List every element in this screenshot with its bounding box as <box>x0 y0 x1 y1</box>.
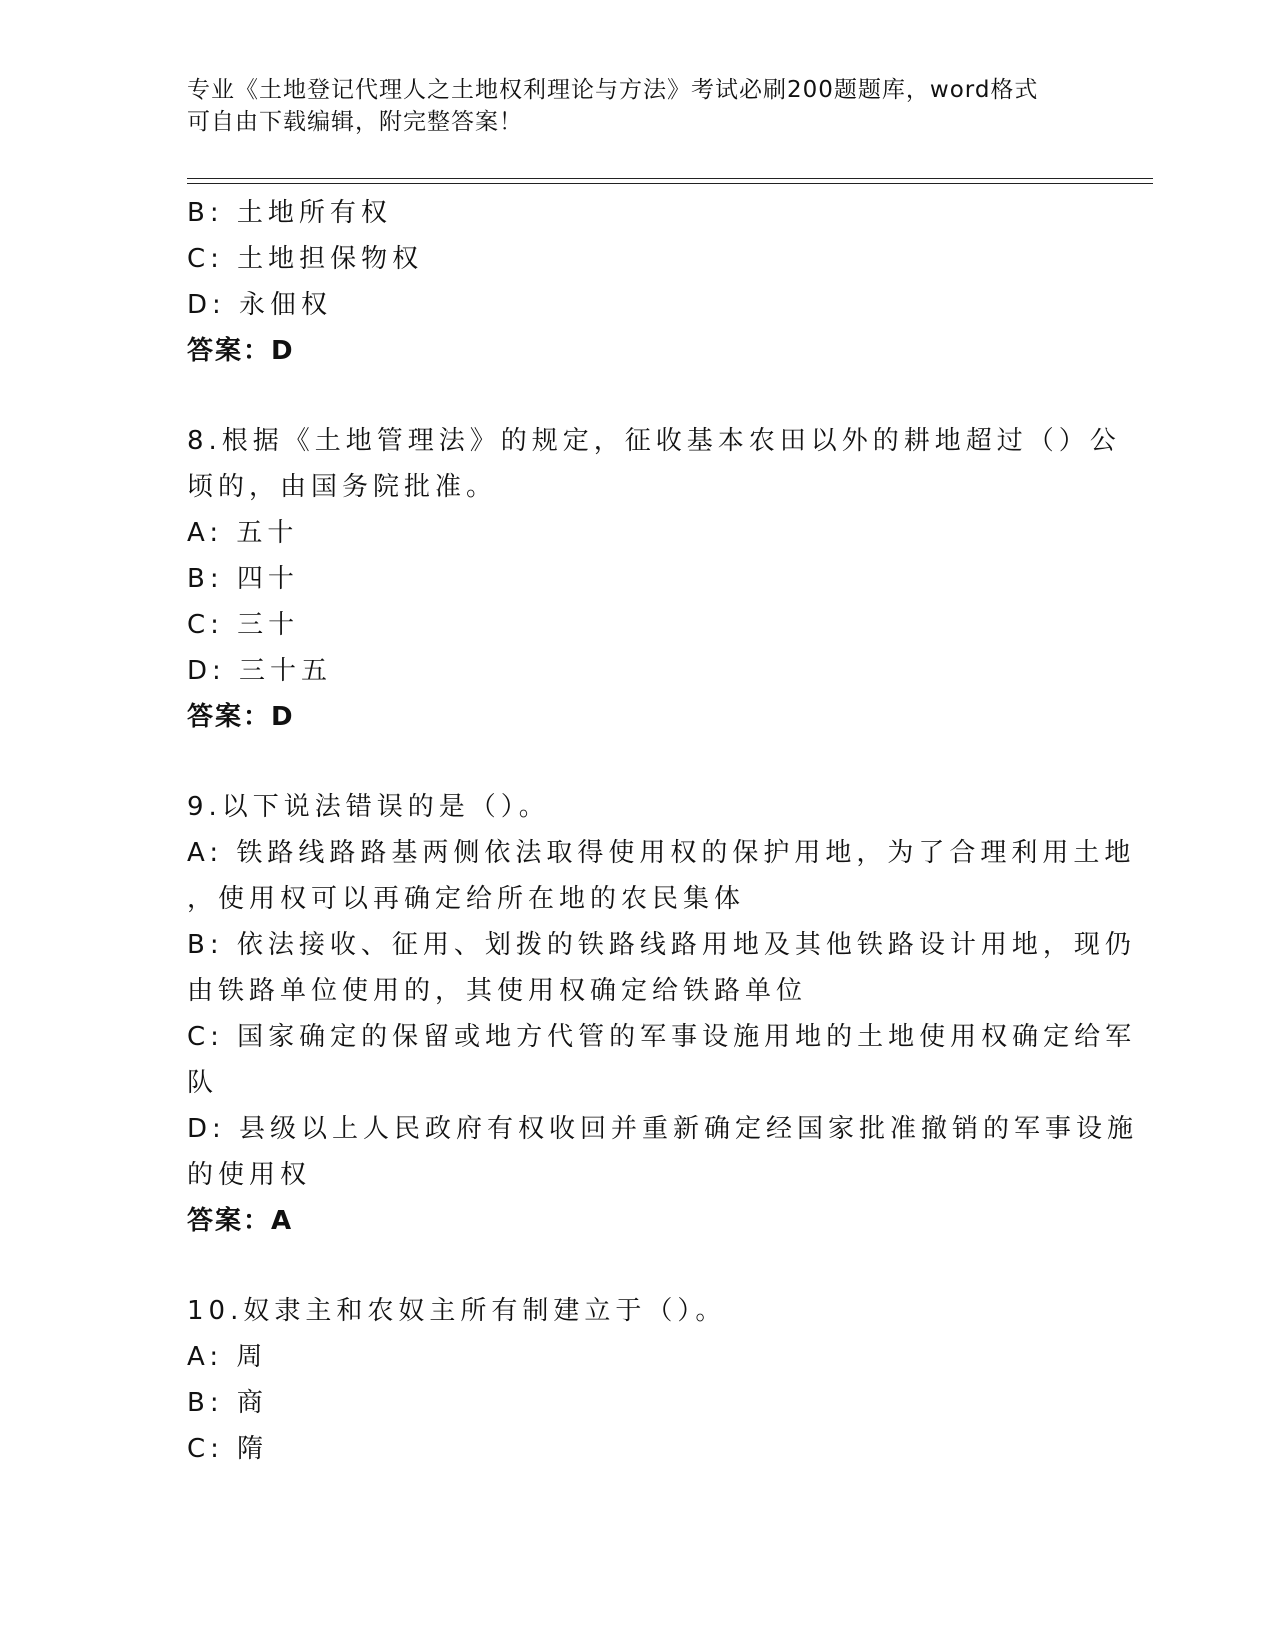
option-c: C: 土地担保物权 <box>187 244 424 274</box>
spacer <box>187 1244 1087 1288</box>
previous-question-block <box>187 190 1087 374</box>
option-a: A: 周 <box>187 1342 268 1372</box>
header-line-1: 专业《土地登记代理人之土地权利理论与方法》考试必刷200题题库，word格式 <box>187 77 1039 103</box>
option-b: B: 依法接收、征用、划拨的铁路线路用地及其他铁路设计用地，现仍 <box>187 930 1136 960</box>
header-divider-top <box>187 178 1153 179</box>
question-8-block <box>187 418 1121 740</box>
question-content <box>187 190 1139 1472</box>
option-d: D: 永佃权 <box>187 290 333 320</box>
option-c: C: 国家确定的保留或地方代管的军事设施用地的土地使用权确定给军 <box>187 1022 1137 1052</box>
answer-line: 答案：D <box>187 336 295 366</box>
question-stem-continued: 顷的，由国务院批准。 <box>187 472 498 502</box>
header-divider-bottom <box>187 183 1153 184</box>
option-d-continued: 的使用权 <box>187 1160 312 1190</box>
answer-line: 答案：D <box>187 702 295 732</box>
option-b: B: 土地所有权 <box>187 198 392 228</box>
spacer <box>187 740 1087 784</box>
header-line-2: 可自由下载编辑，附完整答案！ <box>187 109 523 135</box>
option-a: A: 五十 <box>187 518 299 548</box>
question-stem: 10.奴隶主和农奴主所有制建立于（）。 <box>187 1296 727 1326</box>
option-c: C: 隋 <box>187 1434 269 1464</box>
question-stem: 9.以下说法错误的是（）。 <box>187 792 550 822</box>
document-header <box>187 74 1067 138</box>
option-c-continued: 队 <box>187 1068 219 1098</box>
question-stem: 8.根据《土地管理法》的规定，征收基本农田以外的耕地超过（）公 <box>187 426 1121 456</box>
option-b: B: 商 <box>187 1388 268 1418</box>
question-9-block <box>187 784 1139 1244</box>
answer-line: 答案：A <box>187 1206 294 1236</box>
option-b: B: 四十 <box>187 564 299 594</box>
spacer <box>187 374 1087 418</box>
option-a: A: 铁路线路路基两侧依法取得使用权的保护用地，为了合理利用土地 <box>187 838 1136 868</box>
question-10-block <box>187 1288 1087 1472</box>
option-c: C: 三十 <box>187 610 300 640</box>
option-d: D: 县级以上人民政府有权收回并重新确定经国家批准撤销的军事设施 <box>187 1114 1139 1144</box>
option-d: D: 三十五 <box>187 656 333 686</box>
option-b-continued: 由铁路单位使用的，其使用权确定给铁路单位 <box>187 976 808 1006</box>
option-a-continued: ，使用权可以再确定给所在地的农民集体 <box>187 884 746 914</box>
